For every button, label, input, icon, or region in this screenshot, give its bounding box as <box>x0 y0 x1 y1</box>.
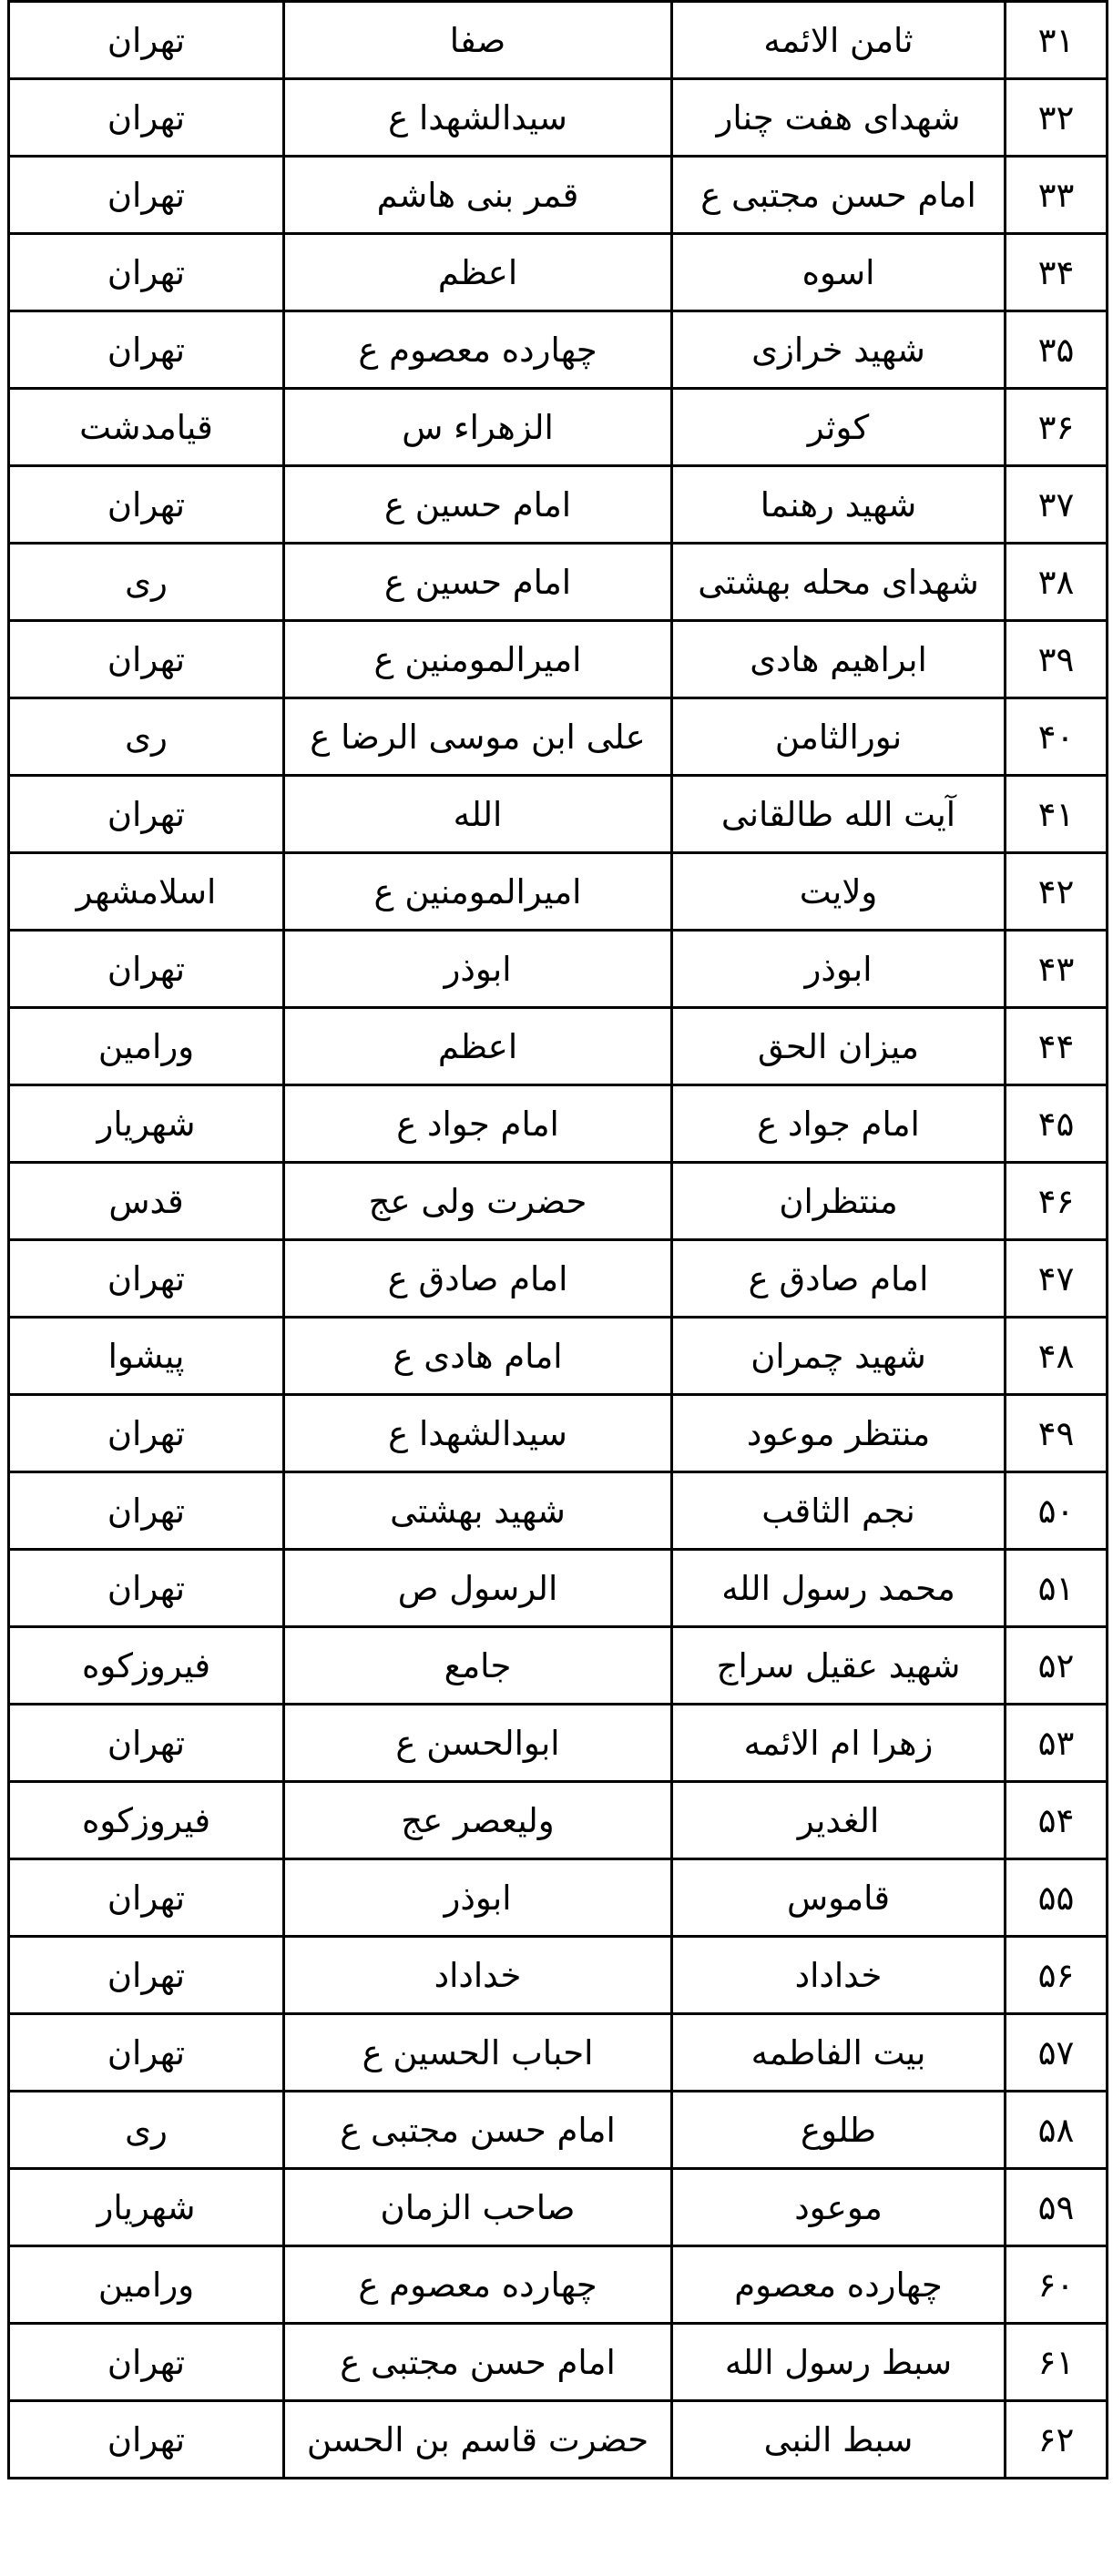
row-number-cell: ۵۶ <box>1006 1937 1108 2014</box>
row-number-cell: ۵۸ <box>1006 2092 1108 2169</box>
table-row <box>9 1859 1108 1937</box>
table-row <box>9 698 1108 776</box>
name-cell: شهدای محله بهشتی <box>672 544 1006 621</box>
city-cell: تهران <box>9 2 284 79</box>
city-cell: تهران <box>9 2014 284 2092</box>
table-row <box>9 2169 1108 2246</box>
patron-cell: ابوذر <box>284 1859 672 1937</box>
city-cell: فیروزکوه <box>9 1782 284 1859</box>
city-cell: تهران <box>9 1705 284 1782</box>
city-cell: ری <box>9 2092 284 2169</box>
name-cell: اسوه <box>672 234 1006 311</box>
table-row <box>9 1472 1108 1550</box>
name-cell: شهید خرازی <box>672 311 1006 389</box>
row-number-cell: ۵۱ <box>1006 1550 1108 1627</box>
name-cell: منتظر موعود <box>672 1395 1006 1472</box>
table-row <box>9 311 1108 389</box>
patron-cell: امام حسین ع <box>284 466 672 544</box>
table-row <box>9 2401 1108 2479</box>
table-row <box>9 2324 1108 2401</box>
name-cell: الغدیر <box>672 1782 1006 1859</box>
institutions-table <box>7 0 1108 2479</box>
document-page <box>7 0 1106 2479</box>
city-cell: تهران <box>9 1472 284 1550</box>
patron-cell: اعظم <box>284 1008 672 1085</box>
table-row <box>9 2092 1108 2169</box>
city-cell: تهران <box>9 1859 284 1937</box>
row-number-cell: ۵۳ <box>1006 1705 1108 1782</box>
table-row <box>9 2 1108 79</box>
table-row <box>9 1627 1108 1705</box>
patron-cell: جامع <box>284 1627 672 1705</box>
row-number-cell: ۴۳ <box>1006 931 1108 1008</box>
name-cell: نجم الثاقب <box>672 1472 1006 1550</box>
table-row <box>9 466 1108 544</box>
city-cell: اسلامشهر <box>9 853 284 931</box>
patron-cell: قمر بنی هاشم <box>284 157 672 234</box>
name-cell: آیت الله طالقانی <box>672 776 1006 853</box>
table-row <box>9 1085 1108 1163</box>
patron-cell: چهارده معصوم ع <box>284 2246 672 2324</box>
name-cell: امام حسن مجتبی ع <box>672 157 1006 234</box>
row-number-cell: ۴۱ <box>1006 776 1108 853</box>
table-row <box>9 853 1108 931</box>
row-number-cell: ۶۰ <box>1006 2246 1108 2324</box>
city-cell: تهران <box>9 157 284 234</box>
row-number-cell: ۴۷ <box>1006 1240 1108 1318</box>
city-cell: تهران <box>9 1937 284 2014</box>
city-cell: تهران <box>9 1395 284 1472</box>
table-row <box>9 544 1108 621</box>
patron-cell: امام حسن مجتبی ع <box>284 2092 672 2169</box>
city-cell: تهران <box>9 311 284 389</box>
name-cell: زهرا ام الائمه <box>672 1705 1006 1782</box>
patron-cell: شهید بهشتی <box>284 1472 672 1550</box>
patron-cell: الرسول ص <box>284 1550 672 1627</box>
table-row <box>9 157 1108 234</box>
patron-cell: امام هادی ع <box>284 1318 672 1395</box>
patron-cell: احباب الحسین ع <box>284 2014 672 2092</box>
name-cell: طلوع <box>672 2092 1006 2169</box>
name-cell: نورالثامن <box>672 698 1006 776</box>
row-number-cell: ۵۹ <box>1006 2169 1108 2246</box>
patron-cell: ابوالحسن ع <box>284 1705 672 1782</box>
name-cell: کوثر <box>672 389 1006 466</box>
row-number-cell: ۵۷ <box>1006 2014 1108 2092</box>
table-row <box>9 2246 1108 2324</box>
city-cell: پیشوا <box>9 1318 284 1395</box>
city-cell: تهران <box>9 79 284 157</box>
row-number-cell: ۵۵ <box>1006 1859 1108 1937</box>
city-cell: ری <box>9 544 284 621</box>
table-row <box>9 1782 1108 1859</box>
patron-cell: امام حسن مجتبی ع <box>284 2324 672 2401</box>
patron-cell: الزهراء س <box>284 389 672 466</box>
table-row <box>9 776 1108 853</box>
name-cell: ابراهیم هادی <box>672 621 1006 698</box>
row-number-cell: ۳۶ <box>1006 389 1108 466</box>
name-cell: خداداد <box>672 1937 1006 2014</box>
patron-cell: حضرت ولی عج <box>284 1163 672 1240</box>
row-number-cell: ۳۵ <box>1006 311 1108 389</box>
name-cell: سبط النبی <box>672 2401 1006 2479</box>
name-cell: ولایت <box>672 853 1006 931</box>
city-cell: تهران <box>9 466 284 544</box>
row-number-cell: ۳۱ <box>1006 2 1108 79</box>
table-row <box>9 79 1108 157</box>
city-cell: تهران <box>9 776 284 853</box>
row-number-cell: ۴۵ <box>1006 1085 1108 1163</box>
name-cell: موعود <box>672 2169 1006 2246</box>
patron-cell: امام حسین ع <box>284 544 672 621</box>
row-number-cell: ۴۰ <box>1006 698 1108 776</box>
row-number-cell: ۴۲ <box>1006 853 1108 931</box>
table-row <box>9 1008 1108 1085</box>
city-cell: قدس <box>9 1163 284 1240</box>
table-row <box>9 234 1108 311</box>
table-row <box>9 1240 1108 1318</box>
city-cell: تهران <box>9 2401 284 2479</box>
name-cell: شهید چمران <box>672 1318 1006 1395</box>
name-cell: محمد رسول الله <box>672 1550 1006 1627</box>
table-row <box>9 1395 1108 1472</box>
table-row <box>9 1318 1108 1395</box>
patron-cell: علی ابن موسی الرضا ع <box>284 698 672 776</box>
table-row <box>9 1705 1108 1782</box>
row-number-cell: ۶۲ <box>1006 2401 1108 2479</box>
patron-cell: سیدالشهدا ع <box>284 1395 672 1472</box>
patron-cell: الله <box>284 776 672 853</box>
name-cell: امام صادق ع <box>672 1240 1006 1318</box>
name-cell: ابوذر <box>672 931 1006 1008</box>
table-row <box>9 621 1108 698</box>
city-cell: شهریار <box>9 1085 284 1163</box>
city-cell: تهران <box>9 931 284 1008</box>
row-number-cell: ۳۴ <box>1006 234 1108 311</box>
name-cell: امام جواد ع <box>672 1085 1006 1163</box>
city-cell: تهران <box>9 1550 284 1627</box>
table-body <box>9 2 1108 2479</box>
name-cell: میزان الحق <box>672 1008 1006 1085</box>
city-cell: ورامین <box>9 1008 284 1085</box>
patron-cell: ابوذر <box>284 931 672 1008</box>
table-row <box>9 389 1108 466</box>
city-cell: قیامدشت <box>9 389 284 466</box>
patron-cell: اعظم <box>284 234 672 311</box>
city-cell: تهران <box>9 1240 284 1318</box>
patron-cell: امیرالمومنین ع <box>284 621 672 698</box>
city-cell: ورامین <box>9 2246 284 2324</box>
patron-cell: چهارده معصوم ع <box>284 311 672 389</box>
row-number-cell: ۴۸ <box>1006 1318 1108 1395</box>
row-number-cell: ۳۳ <box>1006 157 1108 234</box>
row-number-cell: ۳۷ <box>1006 466 1108 544</box>
row-number-cell: ۶۱ <box>1006 2324 1108 2401</box>
row-number-cell: ۳۸ <box>1006 544 1108 621</box>
patron-cell: سیدالشهدا ع <box>284 79 672 157</box>
patron-cell: صاحب الزمان <box>284 2169 672 2246</box>
city-cell: ری <box>9 698 284 776</box>
row-number-cell: ۳۹ <box>1006 621 1108 698</box>
city-cell: تهران <box>9 2324 284 2401</box>
name-cell: سبط رسول الله <box>672 2324 1006 2401</box>
city-cell: تهران <box>9 621 284 698</box>
name-cell: شهدای هفت چنار <box>672 79 1006 157</box>
table-row <box>9 2014 1108 2092</box>
patron-cell: امام صادق ع <box>284 1240 672 1318</box>
row-number-cell: ۵۰ <box>1006 1472 1108 1550</box>
city-cell: شهریار <box>9 2169 284 2246</box>
name-cell: بیت الفاطمه <box>672 2014 1006 2092</box>
row-number-cell: ۴۹ <box>1006 1395 1108 1472</box>
city-cell: تهران <box>9 234 284 311</box>
name-cell: قاموس <box>672 1859 1006 1937</box>
patron-cell: امام جواد ع <box>284 1085 672 1163</box>
name-cell: شهید عقیل سراج <box>672 1627 1006 1705</box>
city-cell: فیروزکوه <box>9 1627 284 1705</box>
name-cell: منتظران <box>672 1163 1006 1240</box>
row-number-cell: ۵۲ <box>1006 1627 1108 1705</box>
row-number-cell: ۴۴ <box>1006 1008 1108 1085</box>
name-cell: چهارده معصوم <box>672 2246 1006 2324</box>
row-number-cell: ۳۲ <box>1006 79 1108 157</box>
name-cell: ثامن الائمه <box>672 2 1006 79</box>
table-row <box>9 1937 1108 2014</box>
patron-cell: صفا <box>284 2 672 79</box>
table-row <box>9 1550 1108 1627</box>
patron-cell: حضرت قاسم بن الحسن <box>284 2401 672 2479</box>
row-number-cell: ۵۴ <box>1006 1782 1108 1859</box>
table-row <box>9 1163 1108 1240</box>
patron-cell: خداداد <box>284 1937 672 2014</box>
table-row <box>9 931 1108 1008</box>
patron-cell: امیرالمومنین ع <box>284 853 672 931</box>
name-cell: شهید رهنما <box>672 466 1006 544</box>
patron-cell: ولیعصر عج <box>284 1782 672 1859</box>
row-number-cell: ۴۶ <box>1006 1163 1108 1240</box>
